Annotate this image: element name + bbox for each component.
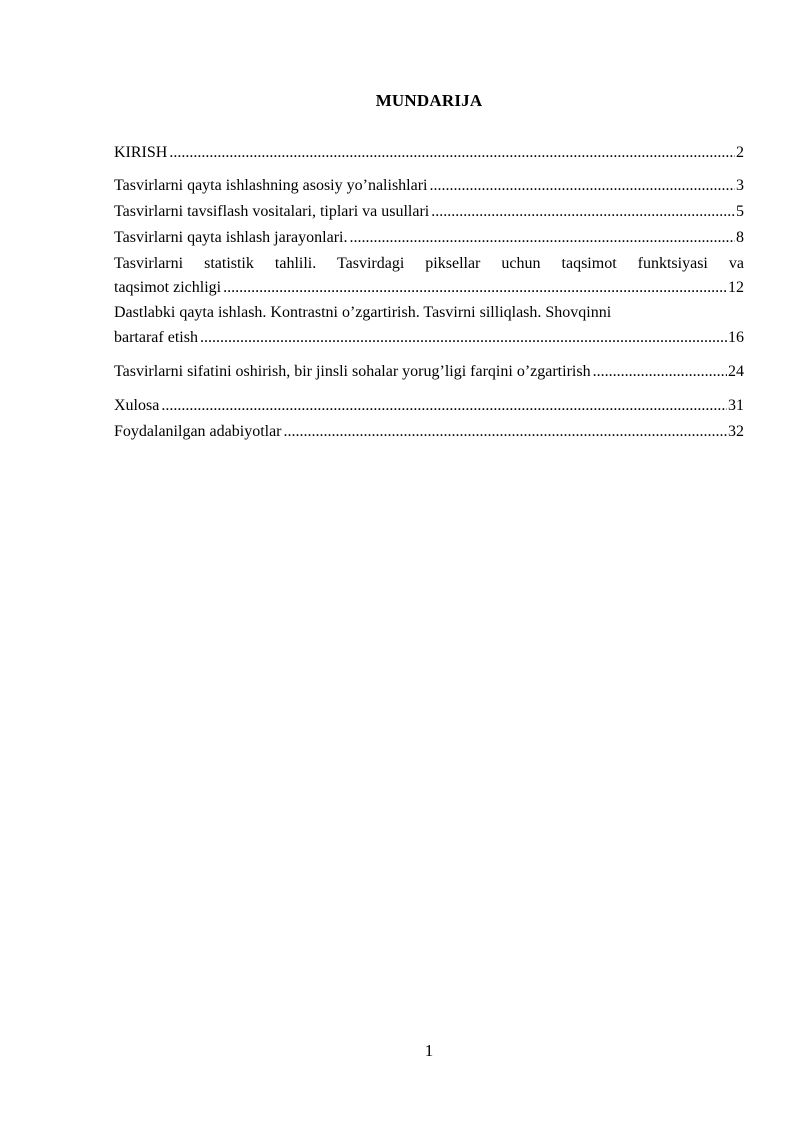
toc-entry-page: 12 — [728, 279, 744, 296]
toc-entry-qayta-ishlash-jarayonlari[interactable] — [114, 228, 744, 248]
toc-entry-page: 31 — [728, 397, 744, 414]
dot-leader — [593, 362, 727, 382]
toc-entry-text: Xulosa — [114, 397, 160, 414]
toc-entry-text: Tasvirlarni tavsiflash vositalari, tiplari va usullari — [114, 203, 430, 220]
toc-entry-text: bartaraf etish — [114, 329, 198, 346]
toc-entry-page: 5 — [736, 203, 744, 220]
dot-leader — [169, 143, 735, 163]
page-title: MUNDARIJA — [375, 91, 483, 110]
toc-entry-page: 3 — [736, 177, 744, 194]
toc-entry-xulosa[interactable] — [114, 396, 744, 416]
dot-leader — [429, 176, 735, 196]
dot-leader — [431, 202, 735, 222]
toc-entry-statistik-tahlili[interactable] — [114, 278, 744, 298]
toc-entry-text: Dastlabki qayta ishlash. Kontrastni o’zgartirish. Tasvirni silliqlash. Shovqinni — [114, 304, 612, 321]
toc-entry-tavsiflash-vositalari[interactable] — [114, 202, 744, 222]
dot-leader — [161, 396, 727, 416]
toc-entry-text: KIRISH — [114, 144, 168, 161]
toc-entry-text: taqsimot zichligi — [114, 279, 222, 296]
toc-entry-page: 32 — [728, 423, 744, 440]
toc-entry-page: 16 — [728, 329, 744, 346]
toc-entry-sifatini-oshirish[interactable] — [114, 362, 744, 382]
toc-entry-text: Tasvirlarni sifatini oshirish, bir jinsli sohalar yorug’ligi farqini o’zgartirish — [114, 363, 591, 380]
toc-entry-kirish[interactable] — [114, 143, 744, 163]
dot-leader — [200, 328, 727, 348]
toc-entry-foydalanilgan-adabiyotlar[interactable] — [114, 422, 744, 442]
toc-entry-dastlabki-qayta-ishlash[interactable] — [114, 328, 744, 348]
dot-leader — [223, 278, 727, 298]
toc-entry-page: 8 — [736, 229, 744, 246]
page-number: 1 — [424, 1041, 434, 1060]
toc-entry-text: Foydalanilgan adabiyotlar — [114, 423, 282, 440]
toc-entry-asosiy-yonalishlari[interactable] — [114, 176, 744, 196]
toc-entry-text: Tasvirlarni qayta ishlash jarayonlari. — [114, 229, 348, 246]
toc-entry-text: Tasvirlarni qayta ishlashning asosiy yo’nalishlari — [114, 177, 428, 194]
toc-entry-dastlabki-qayta-ishlash-line1[interactable] — [114, 303, 744, 323]
toc-entry-page: 24 — [728, 363, 744, 380]
toc-entry-page: 2 — [736, 144, 744, 161]
toc-entry-statistik-tahlili-line1[interactable]: Tasvirlarni statistik tahlili. Tasvirdagi piksellar uchun taqsimot funktsiyasi va — [114, 255, 744, 272]
dot-leader — [349, 228, 735, 248]
dot-leader — [284, 422, 727, 442]
